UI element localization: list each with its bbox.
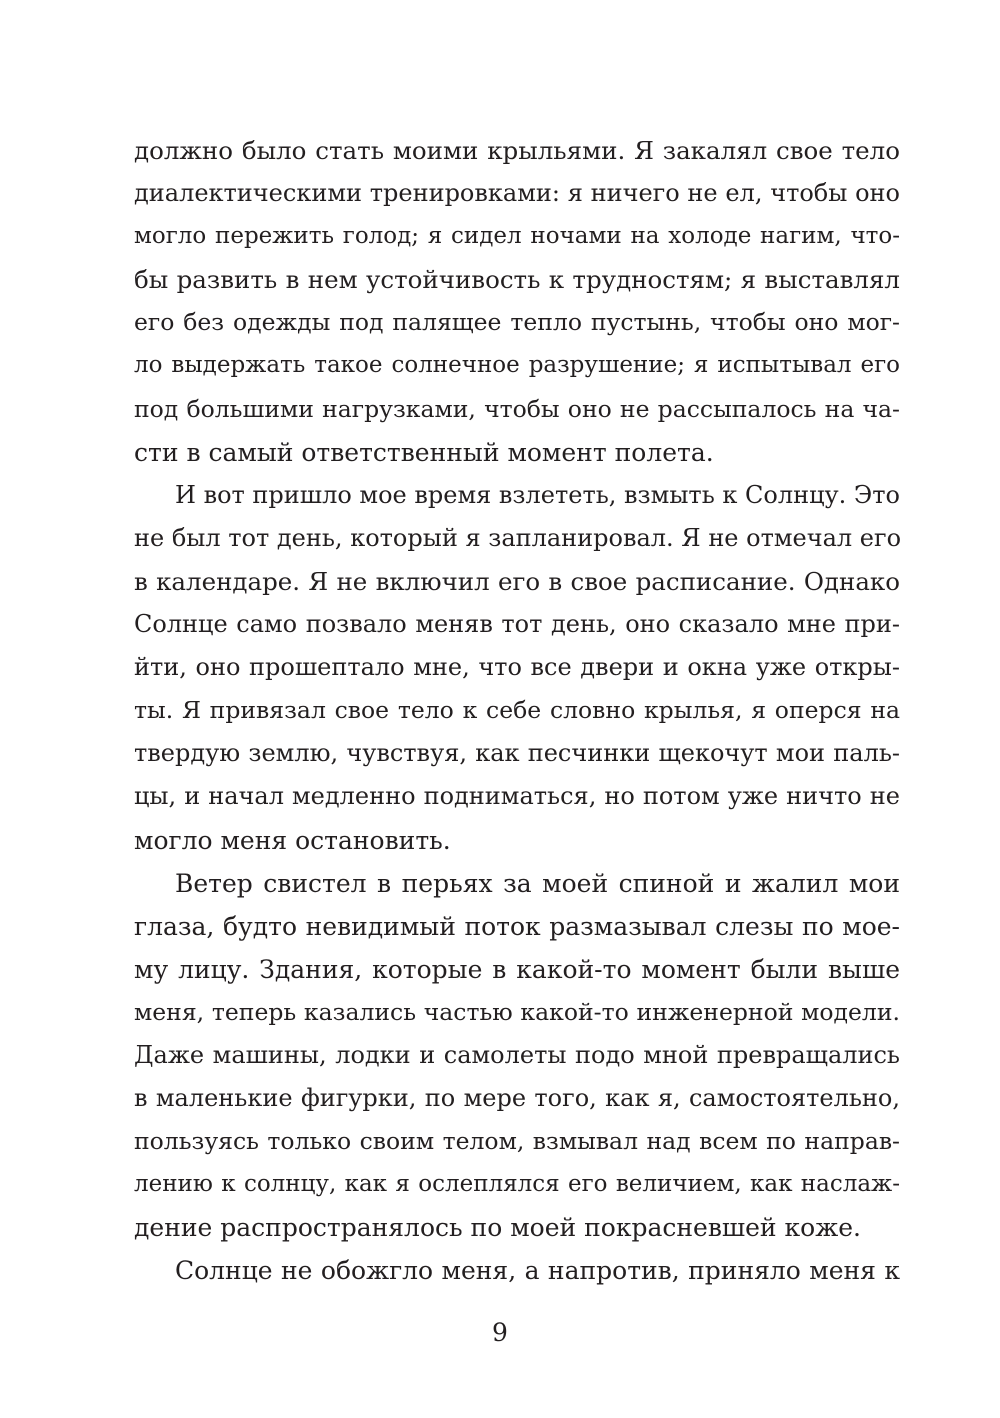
text-line: в календаре. Я не включил его в свое расписание. Однако (134, 566, 900, 596)
text-line: цы, и начал медленно подниматься, но потом уже ничто не (134, 782, 900, 811)
text-line: его без одежды под палящее тепло пустынь, чтобы оно мог- (134, 308, 900, 337)
text-line: глаза, будто невидимый поток размазывал слезы по мое- (134, 911, 900, 941)
text-line: Ветер свистел в перьях за моей спиной и жалил мои (175, 868, 900, 898)
page-number: 9 (492, 1318, 508, 1347)
text-line: Солнце не обожгло меня, а напротив, приняло меня к (175, 1256, 900, 1286)
text-line: бы развить в нем устойчивость к трудностям; я выставлял (134, 265, 900, 295)
text-line: диалектическими тренировками: я ничего не ел, чтобы оно (134, 179, 900, 208)
paragraph-3 (134, 862, 900, 1250)
text-line: твердую землю, чувствуя, как песчинки щекочут мои паль- (134, 739, 900, 768)
text-line: сти в самый ответственный момент полета. (134, 437, 714, 467)
text-line: должно было стать моими крыльями. Я закалял свое тело (134, 136, 900, 165)
text-line: лению к солнцу, как я ослеплялся его величием, как наслаж- (134, 1171, 900, 1198)
text-line: в маленькие фигурки, по мере того, как я, самостоятельно, (134, 1084, 900, 1113)
text-line: пользуясь только своим телом, взмывал над всем по направ- (134, 1127, 900, 1156)
text-line: меня, теперь казались частью какой-то инженерной модели. (134, 997, 900, 1026)
text-line: ло выдержать такое солнечное разрушение; я испытывал его (134, 352, 900, 379)
text-line: ты. Я привязал свое тело к себе словно крылья, я оперся на (134, 696, 900, 725)
text-line: могло пережить голод; я сидел ночами на холоде нагим, что- (134, 223, 900, 250)
paragraph-1 (134, 129, 900, 474)
paragraph-2 (134, 474, 900, 862)
text-line: му лицу. Здания, которые в какой-то момент были выше (134, 954, 900, 984)
text-line: дение распространялось по моей покрасневшей коже. (134, 1213, 861, 1243)
text-line: под большими нагрузками, чтобы оно не рассыпалось на ча- (134, 394, 900, 423)
text-line: йти, оно прошептало мне, что все двери и окна уже откры- (134, 653, 900, 682)
text-line: И вот пришло мое время взлететь, взмыть к Солнцу. Это (175, 480, 900, 509)
text-line: Даже машины, лодки и самолеты подо мной превращались (134, 1040, 900, 1069)
text-line: могло меня остановить. (134, 825, 451, 855)
body-text (134, 129, 900, 1293)
text-line: не был тот день, который я запланировал. Я не отмечал его (134, 523, 902, 552)
text-line: Солнце само позвало меняв тот день, оно сказало мне при- (134, 610, 900, 639)
paragraph-4 (134, 1249, 900, 1292)
